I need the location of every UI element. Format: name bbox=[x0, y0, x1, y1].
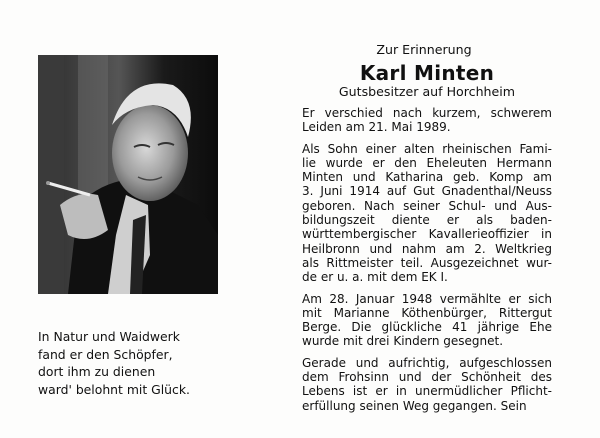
text-line: Als Sohn einer alten rheinischen Fami- bbox=[302, 141, 552, 156]
paragraph-character bbox=[302, 356, 552, 413]
text-line: erfüllung seinen Weg gegangen. Sein bbox=[302, 398, 527, 413]
text-line: Er verschied nach kurzem, schwerem bbox=[302, 106, 552, 120]
text-line: geboren. Nach seiner Schul- und Aus- bbox=[302, 198, 552, 213]
intro-heading: Zur Erinnerung bbox=[376, 42, 472, 57]
verse-line: fand er den Schöpfer, bbox=[38, 346, 173, 362]
text-line: mit Marianne Köthenbürger, Rittergut bbox=[302, 305, 552, 320]
text-line: Lebens ist er in unermüdlicher Pflicht- bbox=[302, 384, 552, 399]
text-line: Gerade und aufrichtig, aufgeschlossen bbox=[302, 355, 552, 370]
text-line: dem Frohsinn und der Schönheit des bbox=[302, 370, 552, 385]
deceased-title: Gutsbesitzer auf Horchheim bbox=[338, 84, 516, 99]
text-line: wurde mit drei Kindern gesegnet. bbox=[302, 334, 504, 349]
text-line: Heilbronn und nahm am 2. Weltkrieg bbox=[302, 241, 552, 256]
text-line: Am 28. Januar 1948 vermählte er sich bbox=[302, 291, 552, 306]
text-line: bildungszeit diente er als baden- bbox=[302, 213, 552, 228]
portrait-photo bbox=[38, 55, 218, 294]
deceased-name: Karl Minten bbox=[359, 61, 495, 85]
verse-line: dort ihm zu dienen bbox=[38, 364, 156, 380]
paragraph-marriage bbox=[302, 292, 552, 349]
memorial-verse bbox=[38, 328, 268, 398]
text-line: de er u. a. mit dem EK I. bbox=[302, 270, 448, 285]
verse-line: ward' belohnt mit Glück. bbox=[38, 381, 190, 397]
paragraph-death bbox=[302, 106, 552, 135]
obituary-text bbox=[302, 42, 552, 413]
text-line: württembergischer Kavallerieoffizier in bbox=[302, 227, 552, 242]
text-line: lie wurde er den Eheleuten Hermann bbox=[302, 155, 552, 170]
text-line: 3. Juni 1914 auf Gut Gnadenthal/Neuss bbox=[302, 184, 552, 199]
verse-line: In Natur und Waidwerk bbox=[38, 329, 180, 344]
text-line: als Rittmeister teil. Ausgezeichnet wur- bbox=[302, 255, 552, 270]
paragraph-biography bbox=[302, 142, 552, 285]
text-line: Minten und Katharina geb. Komp am bbox=[302, 170, 552, 185]
text-line: Berge. Die glückliche 41 jährige Ehe bbox=[302, 320, 552, 335]
text-line: Leiden am 21. Mai 1989. bbox=[302, 120, 451, 135]
